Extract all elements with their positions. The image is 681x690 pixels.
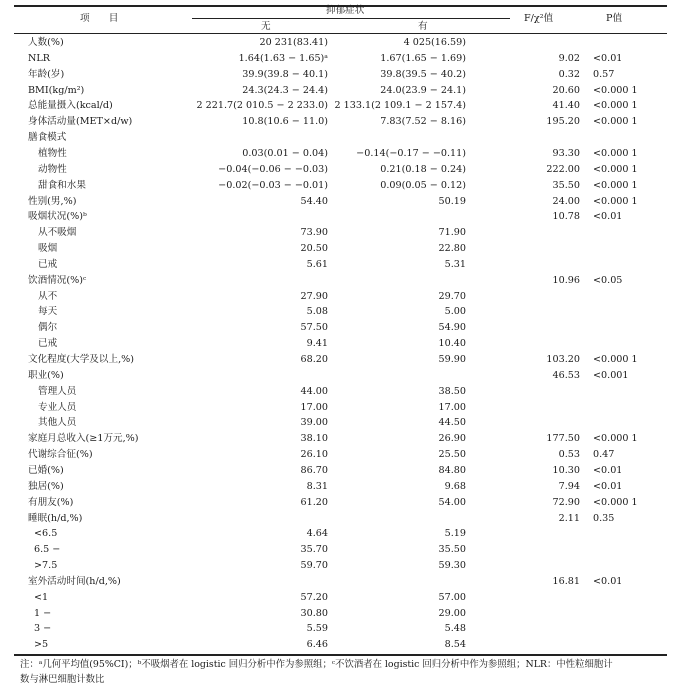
row-label: 睡眠(h/d,%) [28,513,83,524]
header-subrule [192,18,510,19]
table-bottom-rule [14,654,667,656]
row-value-no: 17.00 [300,402,328,413]
row-label: 从不 [38,291,58,302]
row-f-chi: 24.00 [552,196,580,207]
row-p: <0.01 [593,576,623,587]
row-f-chi: 41.40 [552,100,580,111]
row-f-chi: 7.94 [558,481,580,492]
row-label: 其他人员 [38,417,77,428]
row-f-chi: 93.30 [552,148,580,159]
row-label: >5 [34,639,49,650]
row-value-no: 20 231(83.41) [259,37,328,48]
row-label: <6.5 [34,528,58,539]
row-value-yes: 25.50 [438,449,466,460]
row-p: <0.01 [593,53,623,64]
row-value-no: 0.03(0.01 − 0.04) [242,148,328,159]
row-f-chi: 0.53 [558,449,580,460]
header-f-chi: F/χ²值 [524,13,554,24]
row-p: <0.000 1 [593,497,638,508]
row-value-no: 5.59 [306,623,328,634]
row-p: <0.000 1 [593,116,638,127]
row-value-yes: 5.31 [444,259,466,270]
row-value-no: 4.64 [306,528,328,539]
row-label: 每天 [38,306,58,317]
row-f-chi: 222.00 [546,164,580,175]
row-value-yes: 59.30 [438,560,466,571]
footnote-line-1: 注：ᵃ几何平均值(95%CI)；ᵇ不吸烟者在 logistic 回归分析中作为参照组；ᶜ不饮酒者在 logistic 回归分析中作为参照组；NLR：中性粒细胞计 [20,659,613,670]
row-value-no: −0.02(−0.03 − −0.01) [218,180,328,191]
row-value-yes: 57.00 [438,592,466,603]
row-label: 室外活动时间(h/d,%) [28,576,121,587]
row-value-yes: 59.90 [438,354,466,365]
row-value-no: 27.90 [300,291,328,302]
row-f-chi: 177.50 [546,433,580,444]
row-value-no: 68.20 [300,354,328,365]
row-f-chi: 35.50 [552,180,580,191]
row-p: <0.000 1 [593,354,638,365]
row-p: <0.001 [593,370,629,381]
row-value-no: 2 221.7(2 010.5 − 2 233.0) [196,100,328,111]
row-value-yes: 38.50 [438,386,466,397]
row-value-yes: −0.14(−0.17 − −0.11) [356,148,466,159]
header-no: 无 [261,21,271,32]
row-value-no: 61.20 [300,497,328,508]
row-value-yes: 5.19 [444,528,466,539]
row-value-yes: 84.80 [438,465,466,476]
row-value-no: 8.31 [306,481,328,492]
row-f-chi: 9.02 [558,53,580,64]
row-label: NLR [28,53,50,64]
row-f-chi: 10.96 [552,275,580,286]
header-p: P值 [606,13,623,24]
row-value-yes: 26.90 [438,433,466,444]
row-value-no: 54.40 [300,196,328,207]
row-value-yes: 4 025(16.59) [403,37,466,48]
row-value-no: −0.04(−0.06 − −0.03) [218,164,328,175]
row-value-no: 5.61 [306,259,328,270]
row-label: BMI(kg/m²) [28,85,85,96]
row-value-no: 44.00 [300,386,328,397]
row-value-no: 57.50 [300,322,328,333]
row-value-yes: 24.0(23.9 − 24.1) [380,85,466,96]
row-p: <0.000 1 [593,433,638,444]
row-value-yes: 8.54 [444,639,466,650]
row-p: 0.47 [593,449,615,460]
row-label: 有朋友(%) [28,497,74,508]
row-label: 饮酒情况(%)ᶜ [28,275,87,286]
row-label: 总能量摄入(kcal/d) [28,100,113,111]
footnote-line-2: 数与淋巴细胞计数比 [20,674,105,685]
row-value-yes: 39.8(39.5 − 40.2) [380,69,466,80]
row-value-no: 6.46 [306,639,328,650]
header-depression: 抑郁症状 [326,5,365,16]
row-label: 身体活动量(MET×d/w) [28,116,133,127]
row-f-chi: 103.20 [546,354,580,365]
row-p: <0.000 1 [593,100,638,111]
row-p: <0.000 1 [593,164,638,175]
row-value-yes: 5.48 [444,623,466,634]
row-label: 家庭月总收入(≥1万元,%) [28,433,139,444]
row-value-yes: 44.50 [438,417,466,428]
row-p: 0.35 [593,513,615,524]
row-value-no: 35.70 [300,544,328,555]
row-value-no: 26.10 [300,449,328,460]
row-value-yes: 0.09(0.05 − 0.12) [380,180,466,191]
row-value-yes: 0.21(0.18 − 0.24) [380,164,466,175]
row-label: 管理人员 [38,386,77,397]
row-label: 已婚(%) [28,465,64,476]
header-bottom-rule [14,33,667,34]
row-p: <0.01 [593,481,623,492]
row-p: <0.01 [593,465,623,476]
row-p: <0.000 1 [593,196,638,207]
row-label: 独居(%) [28,481,64,492]
row-p: <0.000 1 [593,148,638,159]
row-label: 3 − [34,623,52,634]
row-value-no: 38.10 [300,433,328,444]
row-f-chi: 16.81 [552,576,580,587]
row-label: 膳食模式 [28,132,67,143]
row-value-yes: 29.00 [438,608,466,619]
row-p: 0.57 [593,69,615,80]
row-value-no: 24.3(24.3 − 24.4) [242,85,328,96]
row-value-no: 73.90 [300,227,328,238]
row-f-chi: 72.90 [552,497,580,508]
row-value-yes: 5.00 [444,306,466,317]
row-value-no: 86.70 [300,465,328,476]
row-p: <0.05 [593,275,623,286]
header-yes: 有 [418,21,428,32]
row-label: 从不吸烟 [38,227,77,238]
row-f-chi: 10.78 [552,211,580,222]
row-value-yes: 2 133.1(2 109.1 − 2 157.4) [334,100,466,111]
row-label: <1 [34,592,49,603]
row-label: 偶尔 [38,322,58,333]
row-value-yes: 17.00 [438,402,466,413]
row-label: 甜食和水果 [38,180,86,191]
row-value-yes: 7.83(7.52 − 8.16) [380,116,466,127]
row-value-yes: 54.90 [438,322,466,333]
row-value-yes: 9.68 [444,481,466,492]
row-label: 已戒 [38,338,58,349]
row-label: 动物性 [38,164,67,175]
row-value-no: 20.50 [300,243,328,254]
row-value-yes: 1.67(1.65 − 1.69) [380,53,466,64]
row-value-yes: 22.80 [438,243,466,254]
row-label: 已戒 [38,259,58,270]
row-value-yes: 35.50 [438,544,466,555]
row-value-no: 39.9(39.8 − 40.1) [242,69,328,80]
row-p: <0.000 1 [593,85,638,96]
row-value-no: 57.20 [300,592,328,603]
row-value-no: 9.41 [306,338,328,349]
row-label: 代谢综合征(%) [28,449,93,460]
row-label: 职业(%) [28,370,64,381]
row-f-chi: 195.20 [546,116,580,127]
row-label: 吸烟状况(%)ᵇ [28,211,87,222]
row-label: 专业人员 [38,402,77,413]
row-value-yes: 29.70 [438,291,466,302]
row-label: 吸烟 [38,243,58,254]
row-label: 6.5 − [34,544,61,555]
row-p: <0.01 [593,211,623,222]
row-f-chi: 20.60 [552,85,580,96]
row-label: 植物性 [38,148,67,159]
row-label: 年龄(岁) [28,69,65,80]
row-value-yes: 54.00 [438,497,466,508]
row-label: 1 − [34,608,52,619]
row-value-no: 10.8(10.6 − 11.0) [242,116,328,127]
row-value-no: 30.80 [300,608,328,619]
row-value-yes: 71.90 [438,227,466,238]
row-label: 性别(男,%) [28,196,77,207]
row-label: 人数(%) [28,37,64,48]
row-f-chi: 46.53 [552,370,580,381]
row-f-chi: 10.30 [552,465,580,476]
row-value-no: 39.00 [300,417,328,428]
row-value-no: 1.64(1.63 − 1.65)ᵃ [238,53,328,64]
row-label: >7.5 [34,560,58,571]
row-value-no: 59.70 [300,560,328,571]
row-p: <0.000 1 [593,180,638,191]
row-label: 文化程度(大学及以上,%) [28,354,134,365]
row-value-yes: 50.19 [438,196,466,207]
row-f-chi: 2.11 [558,513,580,524]
row-value-yes: 10.40 [438,338,466,349]
row-f-chi: 0.32 [558,69,580,80]
row-value-no: 5.08 [306,306,328,317]
header-item: 项 目 [80,13,119,24]
